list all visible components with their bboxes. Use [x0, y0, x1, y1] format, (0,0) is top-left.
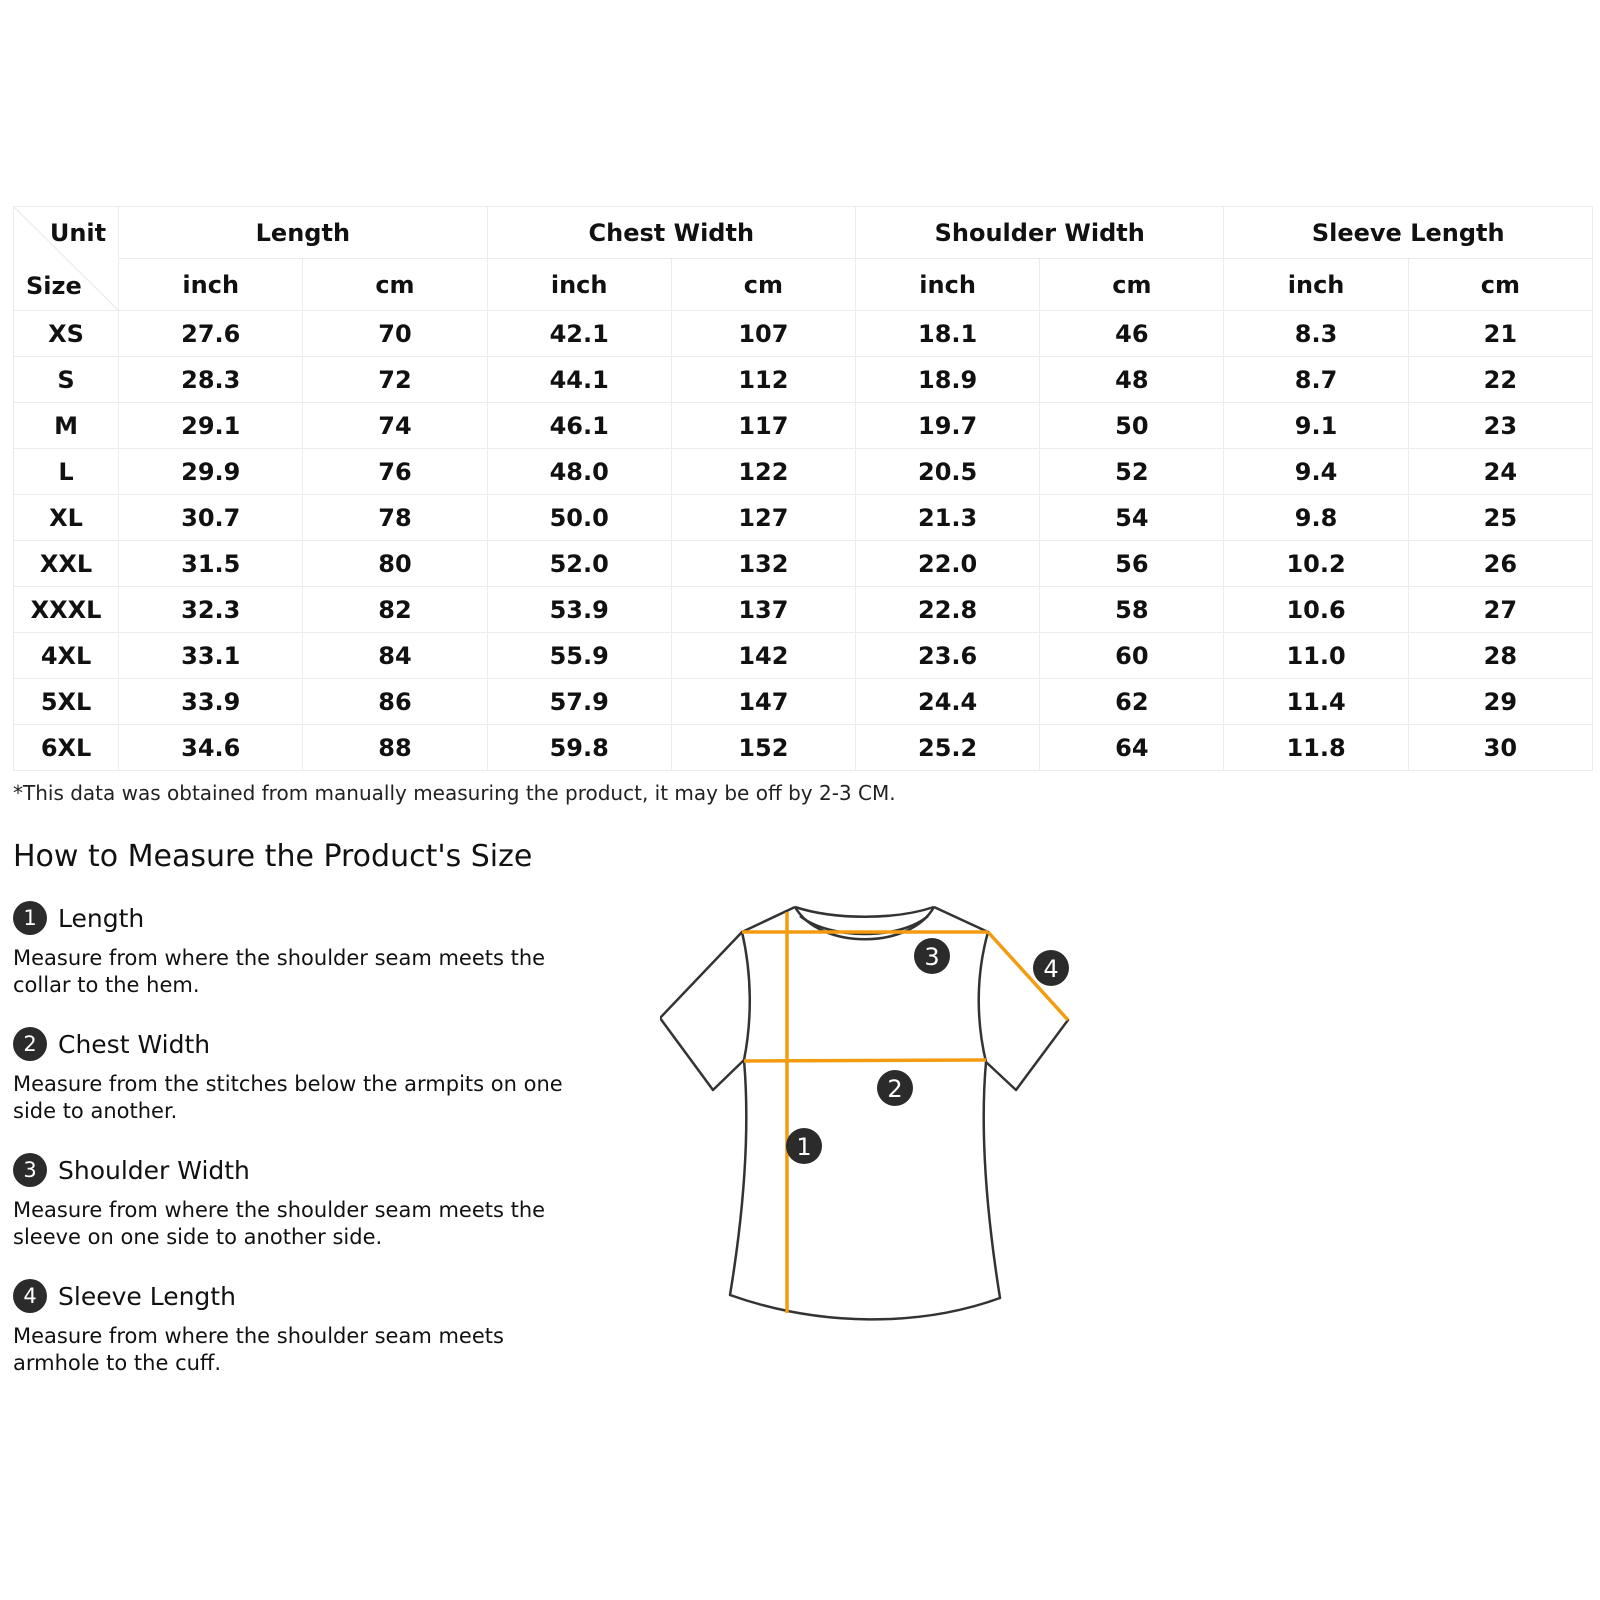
- size-label-cell: XS: [14, 311, 119, 357]
- measurement-cell: 50.0: [487, 495, 671, 541]
- measurement-cell: 33.1: [119, 633, 303, 679]
- unit-header-inch: inch: [856, 259, 1040, 311]
- measurement-cell: 34.6: [119, 725, 303, 771]
- marker-1: [786, 1128, 822, 1164]
- measurement-cell: 11.0: [1224, 633, 1408, 679]
- measurement-cell: 26: [1408, 541, 1592, 587]
- unit-header-inch: inch: [1224, 259, 1408, 311]
- measurement-cell: 27.6: [119, 311, 303, 357]
- size-label-cell: 5XL: [14, 679, 119, 725]
- table-row: [14, 679, 1593, 725]
- measurement-cell: 53.9: [487, 587, 671, 633]
- measurement-cell: 48.0: [487, 449, 671, 495]
- howto-title: How to Measure the Product's Size: [13, 839, 533, 874]
- measurement-cell: 64: [1040, 725, 1224, 771]
- measurement-cell: 33.9: [119, 679, 303, 725]
- size-label-cell: M: [14, 403, 119, 449]
- marker-4: [1033, 950, 1069, 986]
- measurement-cell: 117: [671, 403, 855, 449]
- tshirt-outline: [660, 907, 1068, 1319]
- measurement-cell: 56: [1040, 541, 1224, 587]
- size-label-cell: 6XL: [14, 725, 119, 771]
- step-sleeve-length: [13, 1278, 573, 1404]
- corner-unit-label: Unit: [49, 219, 107, 247]
- measurement-cell: 55.9: [487, 633, 671, 679]
- measurement-cell: 22.8: [856, 587, 1040, 633]
- measurement-cell: 28: [1408, 633, 1592, 679]
- step-description: Measure from where the shoulder seam meets the sleeve on one side to another side.: [13, 1198, 546, 1249]
- measurement-cell: 29.9: [119, 449, 303, 495]
- size-label-cell: XXL: [14, 541, 119, 587]
- measurement-cell: 57.9: [487, 679, 671, 725]
- table-row: [14, 495, 1593, 541]
- group-header-shoulder-width: Shoulder Width: [856, 207, 1224, 259]
- measurement-cell: 132: [671, 541, 855, 587]
- measurement-cell: 112: [671, 357, 855, 403]
- measurement-cell: 58: [1040, 587, 1224, 633]
- step-description: Measure from where the shoulder seam meets the collar to the hem.: [13, 946, 546, 997]
- table-row: [14, 357, 1593, 403]
- group-header-sleeve-length: Sleeve Length: [1224, 207, 1593, 259]
- step-chest-width: [13, 1026, 573, 1152]
- table-corner-cell: [14, 207, 119, 311]
- measurement-cell: 23.6: [856, 633, 1040, 679]
- measurement-cell: 30: [1408, 725, 1592, 771]
- measurement-cell: 20.5: [856, 449, 1040, 495]
- measure-steps: [13, 900, 573, 1404]
- measurement-cell: 29: [1408, 679, 1592, 725]
- measurement-cell: 9.1: [1224, 403, 1408, 449]
- measurement-cell: 137: [671, 587, 855, 633]
- measurement-cell: 74: [303, 403, 487, 449]
- step-title: Sleeve Length: [58, 1281, 236, 1311]
- left-sleeve-seam: [742, 932, 750, 1060]
- measurement-cell: 8.7: [1224, 357, 1408, 403]
- measurement-cell: 54: [1040, 495, 1224, 541]
- measurement-cell: 62: [1040, 679, 1224, 725]
- table-row: [14, 633, 1593, 679]
- table-row: [14, 541, 1593, 587]
- measurement-cell: 10.6: [1224, 587, 1408, 633]
- measurement-cell: 48: [1040, 357, 1224, 403]
- step-description: Measure from the stitches below the armpits on one side to another.: [13, 1072, 563, 1123]
- marker-2: [877, 1070, 913, 1106]
- step-description: Measure from where the shoulder seam meets armhole to the cuff.: [13, 1324, 504, 1375]
- measurement-cell: 27: [1408, 587, 1592, 633]
- measurement-cell: 50: [1040, 403, 1224, 449]
- unit-header-cm: cm: [1408, 259, 1592, 311]
- size-rows: [14, 311, 1593, 771]
- measure-lines: [742, 912, 1068, 1313]
- measurement-cell: 24: [1408, 449, 1592, 495]
- step-number-badge: 2: [13, 1027, 47, 1061]
- unit-header-cm: cm: [303, 259, 487, 311]
- measurement-cell: 11.8: [1224, 725, 1408, 771]
- measurement-cell: 25.2: [856, 725, 1040, 771]
- marker-3: [914, 938, 950, 974]
- step-title: Length: [58, 903, 145, 933]
- measurement-cell: 46.1: [487, 403, 671, 449]
- measurement-cell: 21: [1408, 311, 1592, 357]
- table-row: [14, 403, 1593, 449]
- measurement-cell: 86: [303, 679, 487, 725]
- measurement-cell: 22: [1408, 357, 1592, 403]
- measurement-cell: 10.2: [1224, 541, 1408, 587]
- group-header-chest-width: Chest Width: [487, 207, 855, 259]
- measurement-cell: 24.4: [856, 679, 1040, 725]
- measurement-cell: 122: [671, 449, 855, 495]
- shirt-body-path: [660, 907, 1068, 1319]
- unit-header-inch: inch: [487, 259, 671, 311]
- measurement-cell: 142: [671, 633, 855, 679]
- measurement-cell: 18.9: [856, 357, 1040, 403]
- measurement-cell: 152: [671, 725, 855, 771]
- size-label-cell: XXXL: [14, 587, 119, 633]
- tshirt-diagram: [660, 880, 1090, 1340]
- table-row: [14, 311, 1593, 357]
- measurement-cell: 23: [1408, 403, 1592, 449]
- measurement-cell: 44.1: [487, 357, 671, 403]
- step-title: Chest Width: [58, 1029, 211, 1059]
- collar-top: [795, 907, 934, 917]
- size-label-cell: 4XL: [14, 633, 119, 679]
- measurement-cell: 127: [671, 495, 855, 541]
- size-chart-table: [13, 206, 1593, 771]
- measurement-cell: 72: [303, 357, 487, 403]
- measurement-cell: 31.5: [119, 541, 303, 587]
- measurement-cell: 28.3: [119, 357, 303, 403]
- step-number-badge: 1: [13, 901, 47, 935]
- corner-size-label: Size: [26, 272, 82, 300]
- measurement-cell: 25: [1408, 495, 1592, 541]
- measurement-cell: 84: [303, 633, 487, 679]
- group-header-length: Length: [119, 207, 487, 259]
- unit-header-cm: cm: [1040, 259, 1224, 311]
- step-number-badge: 3: [13, 1153, 47, 1187]
- size-label-cell: S: [14, 357, 119, 403]
- measurement-cell: 18.1: [856, 311, 1040, 357]
- measurement-cell: 82: [303, 587, 487, 633]
- step-number-badge: 4: [13, 1279, 47, 1313]
- table-row: [14, 449, 1593, 495]
- step-title: Shoulder Width: [58, 1155, 250, 1185]
- measurement-cell: 29.1: [119, 403, 303, 449]
- measurement-cell: 9.8: [1224, 495, 1408, 541]
- unit-header-row: [14, 259, 1593, 311]
- size-label-cell: XL: [14, 495, 119, 541]
- marker-1-label: 1: [796, 1133, 812, 1161]
- measurement-cell: 147: [671, 679, 855, 725]
- measurement-cell: 80: [303, 541, 487, 587]
- marker-4-label: 4: [1043, 955, 1059, 983]
- chest-measure-line: [744, 1060, 986, 1061]
- measurement-cell: 59.8: [487, 725, 671, 771]
- measurement-cell: 78: [303, 495, 487, 541]
- measurement-cell: 60: [1040, 633, 1224, 679]
- marker-3-label: 3: [924, 943, 940, 971]
- right-sleeve-seam: [979, 932, 988, 1062]
- measurement-cell: 46: [1040, 311, 1224, 357]
- measurement-cell: 21.3: [856, 495, 1040, 541]
- measurement-cell: 11.4: [1224, 679, 1408, 725]
- table-row: [14, 725, 1593, 771]
- measurement-note: *This data was obtained from manually measuring the product, it may be off by 2-3 CM.: [13, 781, 896, 805]
- measurement-cell: 30.7: [119, 495, 303, 541]
- measurement-cell: 32.3: [119, 587, 303, 633]
- table-row: [14, 587, 1593, 633]
- unit-header-cm: cm: [671, 259, 855, 311]
- measurement-cell: 9.4: [1224, 449, 1408, 495]
- measurement-cell: 107: [671, 311, 855, 357]
- step-shoulder-width: [13, 1152, 573, 1278]
- measurement-cell: 88: [303, 725, 487, 771]
- unit-header-inch: inch: [119, 259, 303, 311]
- marker-2-label: 2: [887, 1075, 903, 1103]
- measurement-cell: 8.3: [1224, 311, 1408, 357]
- step-length: [13, 900, 573, 1026]
- measurement-cell: 70: [303, 311, 487, 357]
- measurement-cell: 19.7: [856, 403, 1040, 449]
- measurement-cell: 22.0: [856, 541, 1040, 587]
- size-label-cell: L: [14, 449, 119, 495]
- measurement-cell: 76: [303, 449, 487, 495]
- measurement-cell: 42.1: [487, 311, 671, 357]
- measurement-cell: 52.0: [487, 541, 671, 587]
- measurement-cell: 52: [1040, 449, 1224, 495]
